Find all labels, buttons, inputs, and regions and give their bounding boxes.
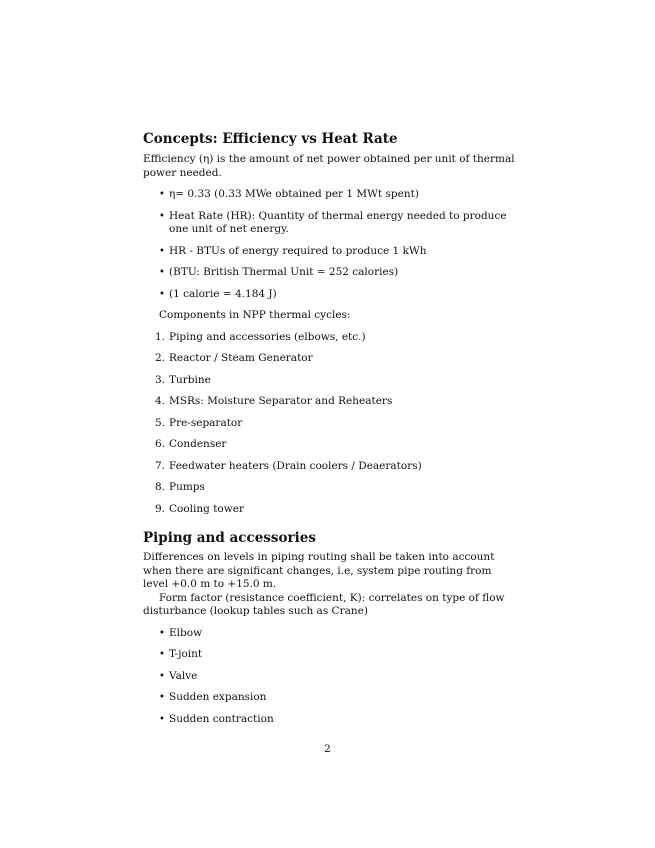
bullet-icon: •	[159, 649, 165, 660]
list-item: • Heat Rate (HR): Quantity of thermal energy needed to produce one unit of net energy.	[159, 209, 507, 235]
list-item: 6. Condenser	[154, 438, 227, 450]
bullet-icon: •	[159, 713, 165, 725]
list-item: 3. Turbine	[154, 373, 211, 386]
list-item: • Valve	[159, 669, 198, 682]
list-item: 9. Cooling tower	[154, 502, 244, 515]
list-item: • Sudden expansion	[159, 691, 267, 703]
bullet-icon: •	[159, 210, 165, 222]
list-item: 5. Pre-separator	[154, 416, 243, 429]
bullet-icon: •	[159, 267, 165, 278]
list-item: • Sudden contraction	[159, 712, 274, 725]
piping-paragraph-form-factor: Form factor (resistance coefficient, K): correlates on type of flow disturbance (lookup tables such as Crane)	[143, 591, 505, 617]
components-intro: Components in NPP thermal cycles:	[159, 309, 351, 321]
page-content	[143, 130, 516, 726]
list-item: • η= 0.33 (0.33 MWe obtained per 1 MWt spent)	[159, 188, 419, 200]
list-item: • HR - BTUs of energy required to produce 1 kWh	[159, 244, 427, 257]
list-item: 1. Piping and accessories (elbows, etc.)	[154, 330, 366, 343]
list-item: 8. Pumps	[154, 481, 205, 493]
section-title-piping: Piping and accessories	[143, 530, 316, 546]
bullet-icon: •	[159, 692, 165, 703]
list-item: 2. Reactor / Steam Generator	[154, 352, 313, 364]
section-title-efficiency: Concepts: Efficiency vs Heat Rate	[143, 131, 398, 147]
bullet-icon: •	[159, 288, 165, 300]
bullet-icon: •	[159, 189, 165, 200]
list-item: • T-joint	[159, 648, 203, 660]
piping-paragraph-levels: Differences on levels in piping routing shall be taken into account when there are significant changes, i.e, system pipe routing from level +0.0 m to +15.0 m.	[143, 551, 495, 590]
efficiency-intro: Efficiency (η) is the amount of net power obtained per unit of thermal power needed.	[143, 153, 515, 179]
piping-bullet-list	[143, 627, 516, 727]
list-item: 4. MSRs: Moisture Separator and Reheaters	[154, 395, 393, 407]
bullet-icon: •	[159, 245, 165, 257]
page-number: 2	[324, 743, 331, 755]
list-item: 7. Feedwater heaters (Drain coolers / Deaerators)	[154, 459, 422, 472]
list-item: • (BTU: British Thermal Unit = 252 calories)	[159, 266, 399, 278]
components-list	[143, 331, 516, 517]
list-item: • Elbow	[159, 626, 203, 639]
list-item: • (1 calorie = 4.184 J)	[159, 287, 277, 300]
bullet-icon: •	[159, 627, 165, 639]
bullet-icon: •	[159, 670, 165, 682]
efficiency-bullet-list	[143, 188, 516, 301]
